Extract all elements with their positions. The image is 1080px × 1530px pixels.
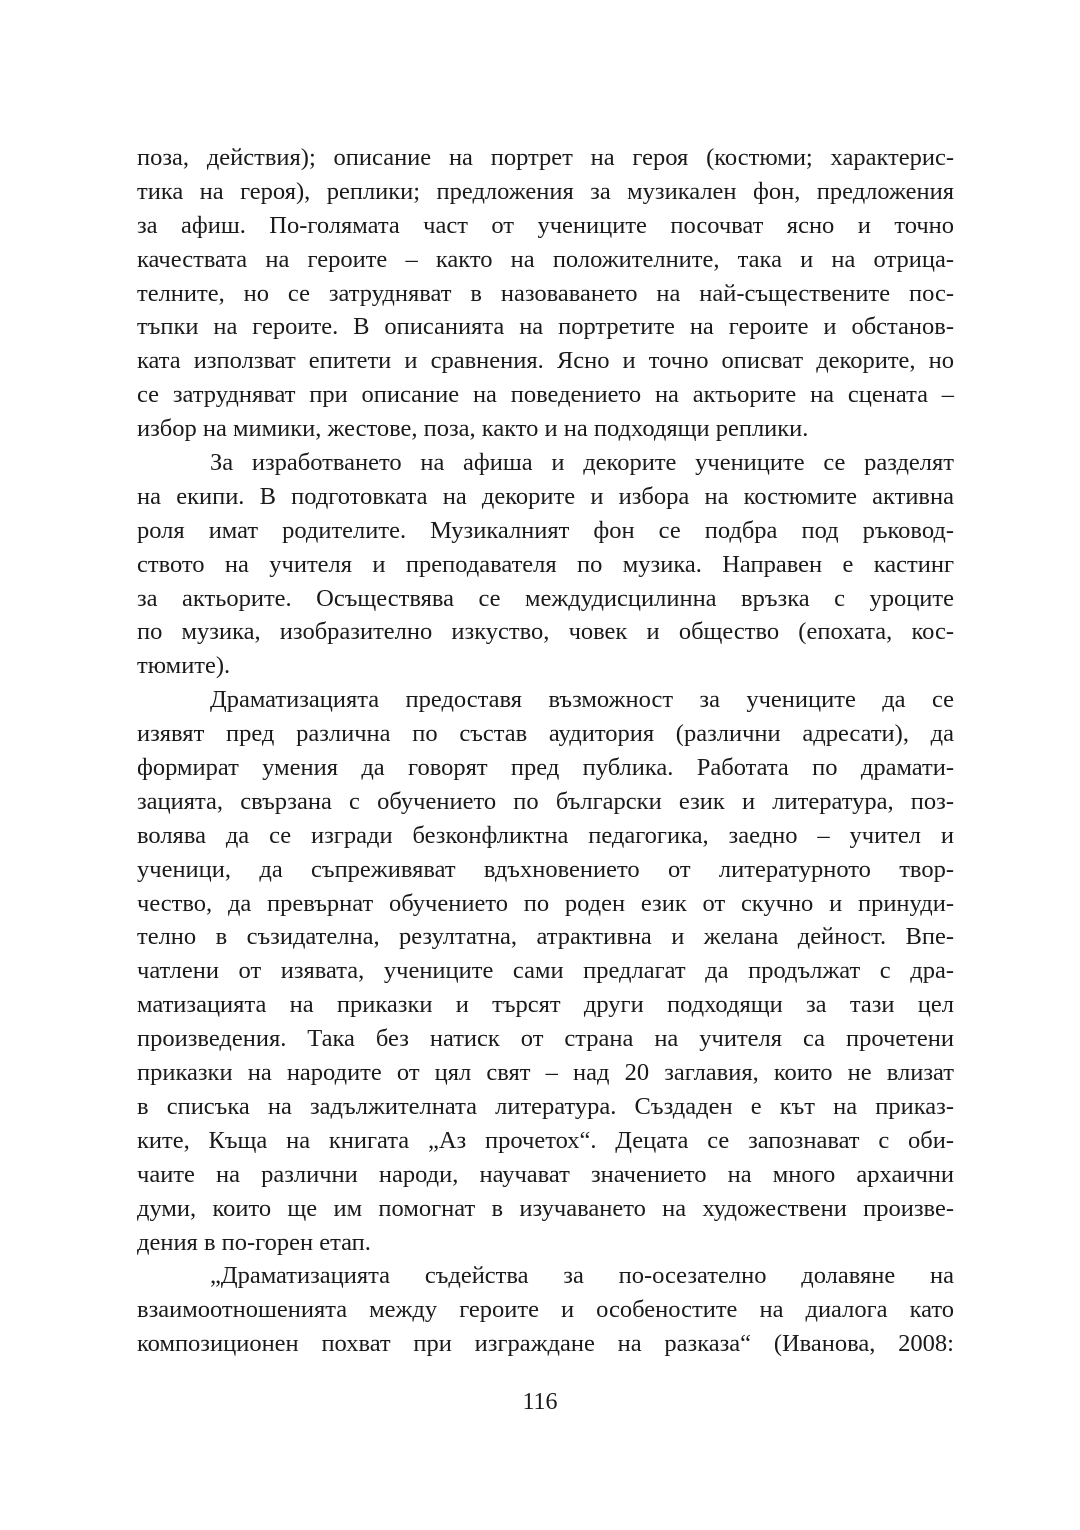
text-line: За изработването на афиша и декорите учениците се разделят (210, 449, 954, 477)
text-line: за актьорите. Осъществява се междудисцилинна връзка с уроците (137, 584, 954, 612)
paragraph-3 (137, 683, 954, 1259)
text-line: чаите на различни народи, научават значението на много архаични (137, 1160, 954, 1188)
text-line: приказки на народите от цял свят – над 20 заглавия, които не влизат (137, 1059, 954, 1087)
text-line: качествата на героите – както на положителните, така и на отрица- (137, 245, 954, 273)
text-line: зацията, свързана с обучението по български език и литература, поз- (137, 787, 954, 815)
text-line: тика на героя), реплики; предложения за музикален фон, предложения (137, 177, 954, 205)
text-line: ката използват епитети и сравнения. Ясно и точно описват декорите, но (137, 347, 954, 375)
text-line: изявят пред различна по състав аудитория (различни адресати), да (137, 720, 954, 748)
text-line: избор на мимики, жестове, поза, както и на подходящи реплики. (137, 415, 809, 443)
text-line: тюмите). (137, 652, 231, 680)
text-line: за афиш. По-голямата част от учениците посочват ясно и точно (137, 211, 954, 239)
text-line: чество, да превърнат обучението по роден език от скучно и принуди- (137, 889, 954, 917)
text-line: матизацията на приказки и търсят други подходящи за тази цел (137, 991, 954, 1019)
text-line: телно в съзидателна, резултатна, атрактивна и желана дейност. Впе- (137, 923, 954, 951)
text-line: се затрудняват при описание на поведението на актьорите на сцената – (137, 381, 954, 409)
text-line: волява да се изгради безконфликтна педагогика, заедно – учител и (137, 821, 954, 849)
text-line: на екипи. В подготовката на декорите и избора на костюмите активна (137, 482, 954, 510)
text-line: телните, но се затрудняват в назоваването на най-съществените пос- (137, 279, 954, 307)
text-line: композиционен похват при изграждане на разказа“ (Иванова, 2008: (137, 1330, 954, 1358)
text-line: формират умения да говорят пред публика. Работата по драмати- (137, 754, 954, 782)
text-line: Драматизацията предоставя възможност за учениците да се (210, 686, 954, 714)
text-line: ученици, да съпреживяват вдъхновението от литературното твор- (137, 855, 954, 883)
text-line: поза, действия); описание на портрет на героя (костюми; характерис- (137, 144, 954, 171)
text-line: тъпки на героите. В описанията на портретите на героите и обстанов- (137, 313, 954, 341)
text-line: в списъка на задължителната литература. Създаден е кът на приказ- (137, 1092, 954, 1120)
text-line: дения в по-горен етап. (137, 1228, 371, 1256)
text-line: думи, които ще им помогнат в изучаването на художествени произве- (137, 1194, 954, 1222)
text-line: „Драматизацията съдейства за по-осезателно долавяне на (210, 1262, 954, 1290)
paragraph-4 (137, 1259, 954, 1361)
text-line: ките, Къща на книгата „Аз прочетох“. Децата се запознават с оби- (137, 1126, 954, 1154)
paragraph-1 (137, 141, 954, 446)
text-line: ството на учителя и преподавателя по музика. Направен е кастинг (137, 550, 954, 578)
text-line: чатлени от изявата, учениците сами предлагат да продължат с дра- (137, 957, 954, 985)
text-line: роля имат родителите. Музикалният фон се подбра под ръковод- (137, 516, 954, 544)
text-line: по музика, изобразително изкуство, човек и общество (епохата, кос- (137, 618, 954, 646)
text-line: взаимоотношенията между героите и особеностите на диалога като (137, 1296, 954, 1324)
paragraph-2 (137, 446, 954, 683)
text-line: произведения. Така без натиск от страна на учителя са прочетени (137, 1025, 954, 1053)
page-number: 116 (522, 1389, 558, 1415)
body-text (137, 141, 954, 1361)
